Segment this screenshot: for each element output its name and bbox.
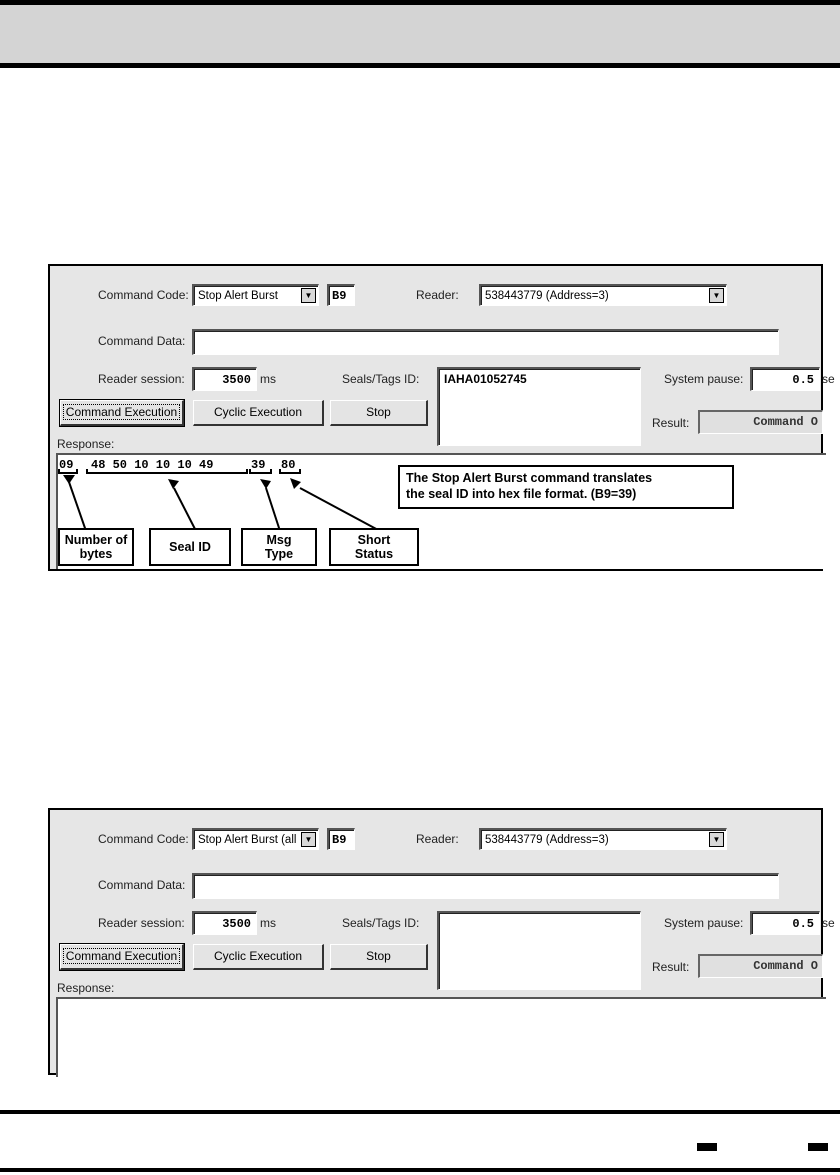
seals-label: Seals/Tags ID: <box>342 372 420 386</box>
command-execution-button[interactable]: Command Execution <box>60 944 184 970</box>
brace-msg <box>250 469 271 473</box>
dropdown-arrow-icon[interactable]: ▼ <box>709 288 724 303</box>
dropdown-arrow-icon[interactable]: ▼ <box>301 288 316 303</box>
footer-mark-right <box>808 1143 828 1151</box>
callout-msg-type: Msg Type <box>241 528 317 566</box>
footer-mark-left <box>697 1143 717 1151</box>
reader-select[interactable] <box>479 284 727 306</box>
result-value: Command O <box>753 959 818 973</box>
result-label: Result: <box>652 960 690 974</box>
command-code-select[interactable] <box>192 284 319 306</box>
brace-status <box>280 469 300 473</box>
command-data-label: Command Data: <box>98 878 186 892</box>
command-data-label: Command Data: <box>98 334 186 348</box>
brace-count <box>59 469 77 473</box>
command-data-input[interactable] <box>192 329 779 355</box>
reader-label: Reader: <box>416 288 459 302</box>
system-pause-label: System pause: <box>664 916 744 930</box>
result-value: Command O <box>753 415 818 429</box>
stop-button[interactable]: Stop <box>330 400 428 426</box>
reader-session-input[interactable] <box>192 367 257 391</box>
callout-seal-id: Seal ID <box>149 528 231 566</box>
command-code-label: Command Code: <box>98 288 189 302</box>
dropdown-arrow-icon[interactable]: ▼ <box>709 832 724 847</box>
command-hex-field[interactable] <box>327 284 355 306</box>
command-code-select[interactable] <box>192 828 319 850</box>
dropdown-arrow-icon[interactable]: ▼ <box>301 832 316 847</box>
system-pause-input[interactable] <box>750 911 820 935</box>
reader-select[interactable] <box>479 828 727 850</box>
seals-value: IAHA01052745 <box>444 372 527 386</box>
response-status: 80 <box>281 458 296 472</box>
annotation-note <box>398 465 734 509</box>
reader-session-unit: ms <box>260 916 276 930</box>
command-hex-value: B9 <box>332 833 347 847</box>
arrow-msg <box>266 488 280 531</box>
command-panel-empty <box>48 808 835 1075</box>
command-data-input[interactable] <box>192 873 779 899</box>
cyclic-execution-button[interactable]: Cyclic Execution <box>193 944 324 970</box>
command-execution-button[interactable]: Command Execution <box>60 400 184 426</box>
command-hex-value: B9 <box>332 289 347 303</box>
response-label: Response: <box>57 981 115 995</box>
note-line-1: The Stop Alert Burst command translates <box>406 471 653 485</box>
system-pause-value: 0.5 <box>792 917 814 931</box>
system-pause-label: System pause: <box>664 372 744 386</box>
command-hex-field[interactable] <box>327 828 355 850</box>
response-seal-bytes: 48 50 10 10 10 49 <box>91 458 214 472</box>
callout-short-status: Short Status <box>329 528 419 566</box>
result-field <box>698 954 823 978</box>
seals-label: Seals/Tags ID: <box>342 916 420 930</box>
command-code-value: Stop Alert Burst (all <box>198 834 297 846</box>
arrow-seal <box>174 488 196 531</box>
system-pause-input[interactable] <box>750 367 820 391</box>
system-pause-unit: se <box>822 372 835 386</box>
command-code-label: Command Code: <box>98 832 189 846</box>
reader-value: 538443779 (Address=3) <box>485 834 609 846</box>
arrowhead-status <box>290 478 301 489</box>
stop-button[interactable]: Stop <box>330 944 428 970</box>
reader-label: Reader: <box>416 832 459 846</box>
reader-value: 538443779 (Address=3) <box>485 290 609 302</box>
reader-session-label: Reader session: <box>98 916 185 930</box>
response-byte-count: 09 <box>59 458 74 472</box>
arrowhead-msg <box>260 479 271 489</box>
arrow-status <box>300 488 380 531</box>
response-label: Response: <box>57 437 115 451</box>
command-panel-example <box>48 264 835 571</box>
arrowhead-count <box>63 475 75 484</box>
cyclic-execution-button[interactable]: Cyclic Execution <box>193 400 324 426</box>
response-area[interactable] <box>56 997 826 1077</box>
footer-rule-top <box>0 1110 840 1114</box>
arrow-count <box>69 482 86 531</box>
command-code-value: Stop Alert Burst <box>198 290 278 302</box>
note-line-2: the seal ID into hex file format. (B9=39) <box>406 487 637 501</box>
reader-session-value: 3500 <box>222 917 251 931</box>
page-header-band <box>0 0 840 68</box>
callout-number-of-bytes: Number of bytes <box>58 528 134 566</box>
reader-session-unit: ms <box>260 372 276 386</box>
footer-rule-bottom <box>0 1168 840 1172</box>
response-msg-type: 39 <box>251 458 266 472</box>
seals-tags-input[interactable] <box>437 367 641 446</box>
brace-seal <box>87 469 247 473</box>
reader-session-value: 3500 <box>222 373 251 387</box>
response-area[interactable] <box>56 453 826 569</box>
system-pause-unit: se <box>822 916 835 930</box>
reader-session-input[interactable] <box>192 911 257 935</box>
seals-tags-input[interactable] <box>437 911 641 990</box>
system-pause-value: 0.5 <box>792 373 814 387</box>
result-label: Result: <box>652 416 690 430</box>
reader-session-label: Reader session: <box>98 372 185 386</box>
arrowhead-seal <box>168 479 179 489</box>
result-field <box>698 410 823 434</box>
